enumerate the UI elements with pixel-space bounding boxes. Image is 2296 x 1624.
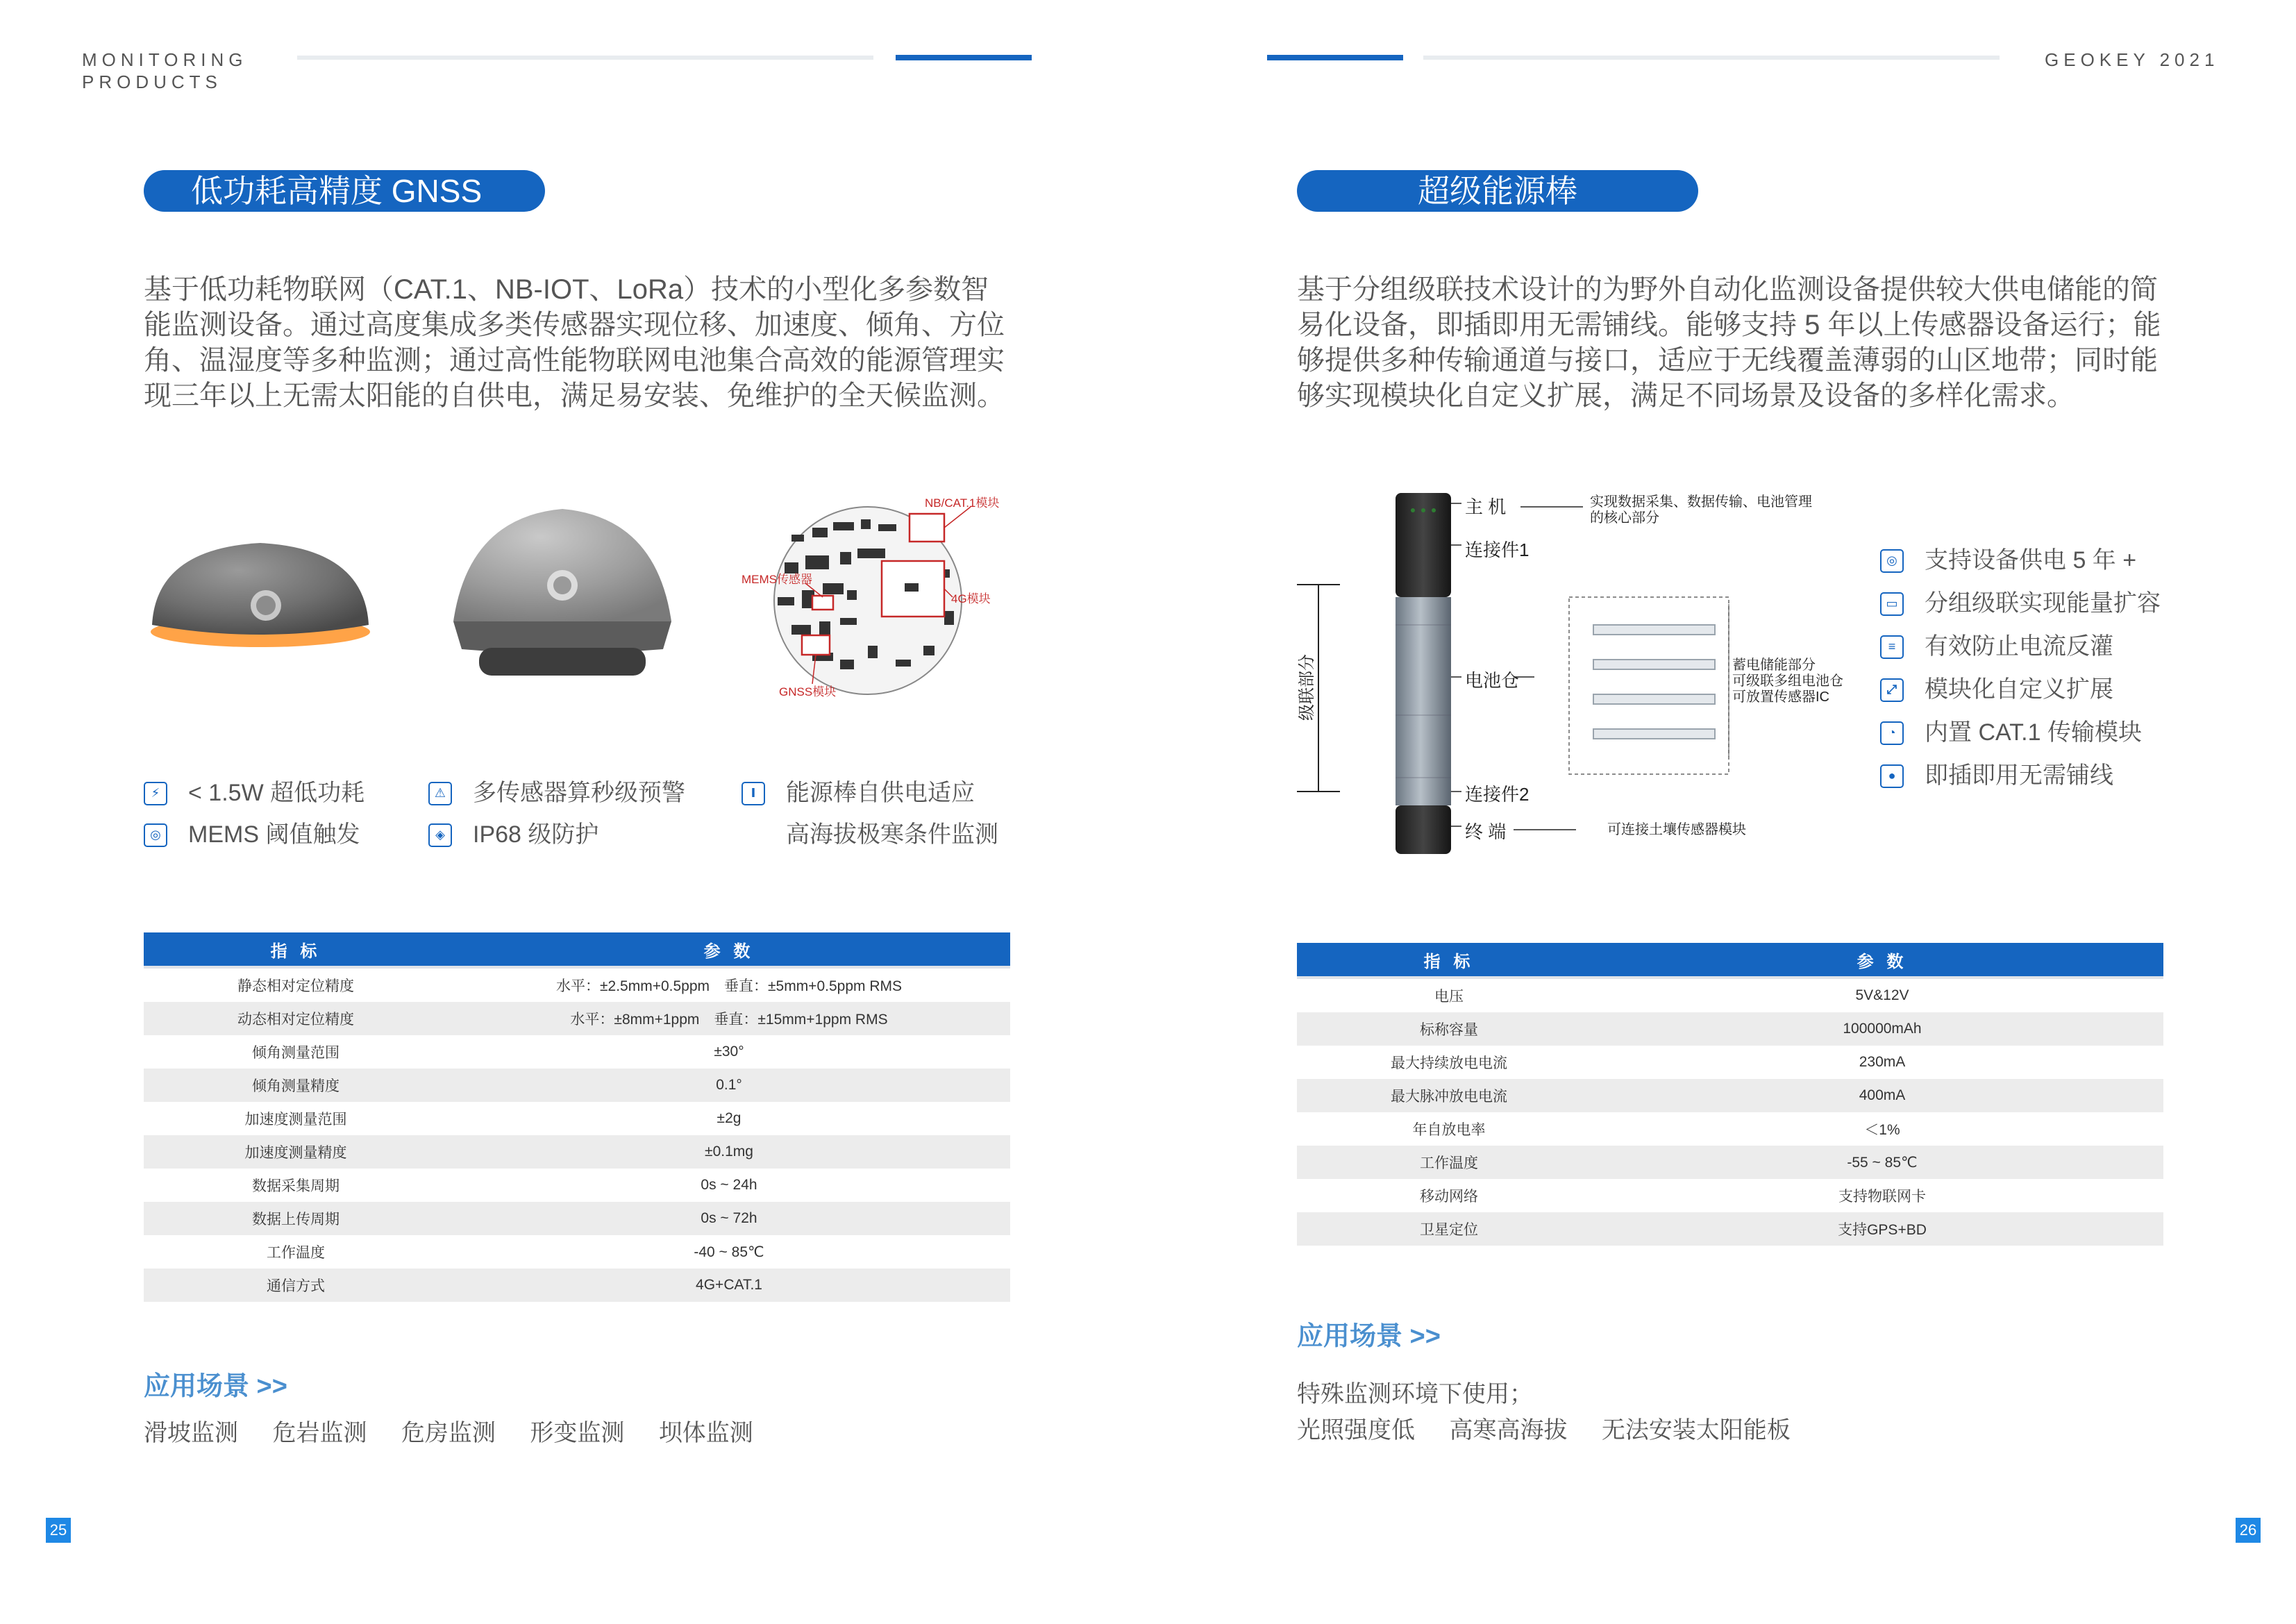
table-cell: 水平：±8mm+1ppm 垂直：±15mm+1ppm RMS	[448, 1002, 1010, 1035]
gnss-app-title: 应用场景 >>	[144, 1372, 287, 1401]
app-item: 高寒高海拔	[1449, 1417, 1568, 1443]
table-row	[144, 1135, 1010, 1169]
section-title-energy-stick	[1297, 170, 1698, 212]
table-cell: 倾角测量范围	[252, 1045, 340, 1061]
gnss-circuit-board-image	[736, 486, 1021, 708]
gnss-description: 基于低功耗物联网（CAT.1、NB-IOT、LoRa）技术的小型化多参数智能监测设备。通过高度集成多类传感器实现位移、加速度、倾角、方位角、温湿度等多种监测；通过高性能物联网电池集合高效的能源管理实现三年以上无需太阳能的自供电，满足易安装、免维护的全天候监测。	[144, 274, 1005, 411]
table-row	[1297, 1146, 2163, 1179]
table-row	[144, 1269, 1010, 1302]
table-header-row	[1297, 943, 2163, 978]
board-label-nb: NB/CAT.1模块	[925, 496, 1000, 510]
header-left-line2: PRODUCTS	[82, 72, 222, 92]
feature-text: 模块化自定义扩展	[1925, 676, 2113, 703]
app-item: 滑坡监测	[144, 1420, 238, 1446]
energy-app-title: 应用场景 >>	[1297, 1322, 1441, 1351]
section-title-text: 超级能源棒	[1418, 173, 1577, 209]
table-cell: 移动网络	[1420, 1189, 1478, 1205]
shield-icon: ◈	[428, 823, 452, 847]
table-cell: 电压	[1434, 989, 1464, 1005]
gnss-device-bell-image	[448, 503, 677, 684]
expand-icon: ⤢	[1880, 678, 1904, 702]
diagram-host-note: 实现数据采集、数据传输、电池管理的核心部分	[1590, 494, 1812, 526]
table-row	[144, 967, 1010, 1002]
table-row	[1297, 1179, 2163, 1212]
table-cell: 最大脉冲放电电流	[1297, 1079, 1601, 1112]
table-cell: 支持GPS+BD	[1601, 1212, 2163, 1246]
board-label-mems: MEMS传感器	[741, 573, 812, 586]
table-header-cell: 指 标	[144, 932, 448, 967]
feature-text: 即插即用无需铺线	[1925, 762, 2113, 789]
header-divider	[1423, 56, 2000, 60]
app-item: 形变监测	[530, 1420, 625, 1446]
table-row	[1297, 1112, 2163, 1146]
table-cell: ±2g	[717, 1110, 741, 1126]
table-cell: 5V&12V	[1855, 987, 1909, 1003]
diagram-connector1-label: 连接件1	[1465, 539, 1530, 560]
table-cell: 0.1°	[448, 1069, 1010, 1102]
table-row	[1297, 1212, 2163, 1246]
table-cell: 卫星定位	[1297, 1212, 1601, 1246]
table-row	[144, 1069, 1010, 1102]
feature-text: 高海拔极寒条件监测	[786, 821, 998, 848]
table-cell: 静态相对定位精度	[237, 978, 354, 994]
gnss-app-list	[144, 1414, 781, 1448]
table-cell: 通信方式	[144, 1269, 448, 1302]
table-cell: 水平：±2.5mm+0.5ppm 垂直：±5mm+0.5ppm RMS	[555, 978, 902, 994]
table-cell: 0s ~ 24h	[701, 1177, 757, 1193]
alarm-icon: ⚠	[428, 782, 452, 805]
header-accent	[896, 55, 1032, 60]
table-cell: -40 ~ 85℃	[694, 1244, 764, 1260]
table-row	[1297, 978, 2163, 1012]
table-header-cell: 参 数	[1601, 943, 2163, 978]
signal-icon: ●	[1880, 764, 1904, 788]
energy-spec-table	[1297, 943, 2163, 1246]
board-label-gnss: GNSS模块	[779, 685, 837, 698]
diagram-terminal-note: 可连接土壤传感器模块	[1607, 822, 1746, 837]
energy-app-list	[1297, 1411, 1818, 1445]
page-number-right: 26	[2236, 1518, 2261, 1543]
header-left	[82, 49, 248, 93]
diagram-terminal-label: 终 端	[1465, 821, 1507, 842]
table-row	[144, 1035, 1010, 1069]
app-item: 无法安装太阳能板	[1601, 1417, 1791, 1443]
table-cell: 数据上传周期	[144, 1202, 448, 1235]
feature-text: 支持设备供电 5 年 +	[1925, 547, 2137, 574]
table-cell: 数据采集周期	[252, 1178, 340, 1194]
table-cell: 工作温度	[1297, 1146, 1601, 1179]
diagram-battery-note: 蓄电储能部分 可级联多组电池仓 可放置传感器IC	[1732, 658, 1843, 705]
app-item: 危房监测	[401, 1420, 496, 1446]
table-row	[144, 1002, 1010, 1035]
table-cell: 230mA	[1859, 1054, 1906, 1070]
table-header-row	[144, 932, 1010, 967]
mems-icon: ◎	[144, 823, 167, 847]
table-row	[144, 1169, 1010, 1202]
table-header-cell: 参 数	[448, 932, 1010, 967]
table-cell: -55 ~ 85℃	[1601, 1146, 2163, 1179]
table-cell: 4G+CAT.1	[448, 1269, 1010, 1302]
table-row	[144, 1235, 1010, 1269]
diagram-connector2-label: 连接件2	[1465, 784, 1530, 805]
table-cell: 动态相对定位精度	[144, 1002, 448, 1035]
table-cell: 工作温度	[267, 1245, 325, 1261]
table-cell: ＜1%	[1864, 1122, 1900, 1138]
feature-text: MEMS 阈值触发	[188, 821, 360, 848]
power-icon: ⚡	[144, 782, 167, 805]
table-row	[1297, 1046, 2163, 1079]
table-cell: 100000mAh	[1601, 1012, 2163, 1046]
target-icon: ◎	[1880, 549, 1904, 573]
feature-text: < 1.5W 超低功耗	[188, 780, 365, 806]
app-item: 光照强度低	[1297, 1417, 1415, 1443]
table-cell: 0s ~ 72h	[448, 1202, 1010, 1235]
table-cell: ±0.1mg	[448, 1135, 1010, 1169]
page-number-left: 25	[46, 1518, 71, 1543]
board-label-4g: 4G模块	[951, 592, 991, 605]
gnss-spec-table	[144, 932, 1010, 1302]
table-cell: 400mA	[1601, 1079, 2163, 1112]
app-item: 危岩监测	[272, 1420, 367, 1446]
app-item: 坝体监测	[658, 1420, 753, 1446]
table-cell: 加速度测量范围	[244, 1112, 347, 1128]
header-right: GEOKEY 2021	[2045, 49, 2220, 70]
feature-text: 有效防止电流反灌	[1925, 633, 2113, 660]
feature-text: 能源棒自供电适应	[786, 780, 975, 806]
feature-text: 内置 CAT.1 传输模块	[1925, 719, 2142, 746]
feature-text: IP68 级防护	[473, 821, 599, 848]
header-left-line1: MONITORING	[82, 49, 248, 70]
wifi-icon: ◔	[1880, 721, 1904, 745]
battery-icon: ▭	[1880, 592, 1904, 616]
section-title-text: 低功耗高精度 GNSS	[191, 173, 483, 209]
diagram-battery-label: 电池仓	[1465, 670, 1520, 691]
gnss-device-flat-image	[142, 528, 378, 667]
diagram-host-label: 主 机	[1465, 496, 1507, 517]
header-accent	[1267, 55, 1403, 60]
energy-app-intro: 特殊监测环境下使用；	[1297, 1381, 1533, 1407]
feature-text: 分组级联实现能量扩容	[1925, 590, 2161, 617]
table-row	[144, 1202, 1010, 1235]
table-cell: 年自放电率	[1412, 1122, 1486, 1138]
table-row	[1297, 1079, 2163, 1112]
diagram-cascade-label: 级联部分	[1298, 654, 1316, 721]
table-row	[144, 1102, 1010, 1135]
battery-bar-icon: Ⅰ	[741, 782, 765, 805]
table-row	[1297, 1012, 2163, 1046]
table-cell: 支持物联网卡	[1838, 1189, 1926, 1205]
table-cell: 倾角测量精度	[144, 1069, 448, 1102]
table-cell: 加速度测量精度	[144, 1135, 448, 1169]
list-icon: ≡	[1880, 635, 1904, 659]
feature-text: 多传感器算秒级预警	[473, 780, 685, 806]
table-cell: 最大持续放电电流	[1391, 1055, 1507, 1071]
section-title-gnss	[144, 170, 545, 212]
table-cell: 标称容量	[1297, 1012, 1601, 1046]
energy-description: 基于分组级联技术设计的为野外自动化监测设备提供较大供电储能的简易化设备，即插即用无需铺线。能够支持 5 年以上传感器设备运行；能够提供多种传输通道与接口，适应于无线覆盖薄弱的山区地带；同时能够实现模块化自定义扩展，满足不同场景及设备的多样化需求。	[1297, 274, 2161, 411]
header-divider	[297, 56, 873, 60]
table-header-cell: 指 标	[1297, 943, 1601, 978]
table-cell: ±30°	[714, 1044, 744, 1060]
